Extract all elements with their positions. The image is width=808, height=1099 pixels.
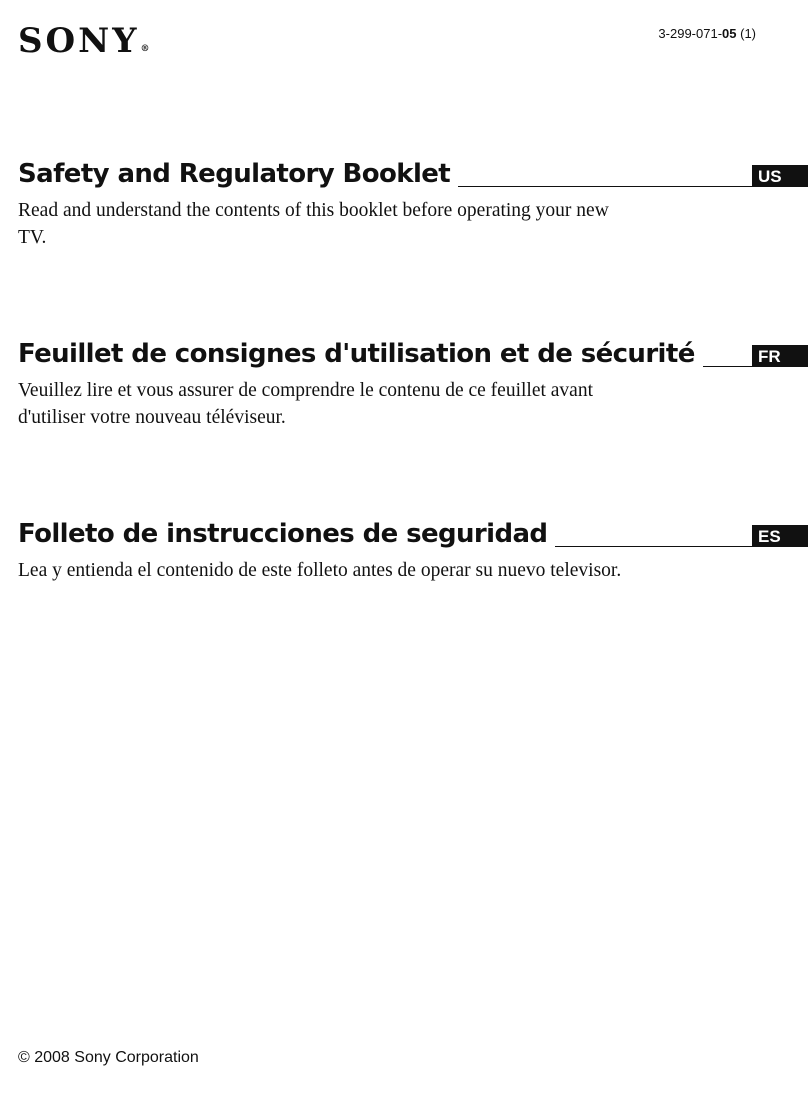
section-title: Feuillet de consignes d'utilisation et de sécurité: [18, 339, 695, 369]
section-es: [18, 513, 808, 584]
language-tag: FR: [752, 345, 808, 367]
title-rule: [458, 185, 752, 187]
section-title: Safety and Regulatory Booklet: [18, 159, 451, 189]
section-fr: [18, 333, 808, 431]
registered-mark: ®: [140, 44, 150, 54]
language-tag: US: [752, 165, 808, 187]
part-number-revision: 05: [722, 26, 737, 41]
part-number: [658, 26, 756, 41]
copyright-notice: © 2008 Sony Corporation: [18, 1049, 199, 1066]
section-us: [18, 153, 808, 251]
brand-logo-text: SONY: [18, 21, 140, 61]
section-header: [18, 153, 808, 187]
title-rule: [703, 365, 752, 367]
section-description: Lea y entienda el contenido de este folleto antes de operar su nuevo televisor.: [18, 560, 622, 581]
part-number-prefix: 3-299-071-: [658, 26, 723, 41]
section-title: Folleto de instrucciones de seguridad: [18, 519, 548, 549]
brand-logo: [18, 21, 150, 61]
part-number-suffix: (1): [736, 26, 756, 41]
section-header: [18, 333, 808, 367]
section-header: [18, 513, 808, 547]
title-rule: [555, 545, 752, 547]
language-tag: ES: [752, 525, 808, 547]
section-description: Read and understand the contents of this booklet before operating your new TV.: [18, 200, 609, 248]
section-description: Veuillez lire et vous assurer de comprendre le contenu de ce feuillet avant d'utiliser votre nouveau téléviseur.: [18, 380, 594, 428]
